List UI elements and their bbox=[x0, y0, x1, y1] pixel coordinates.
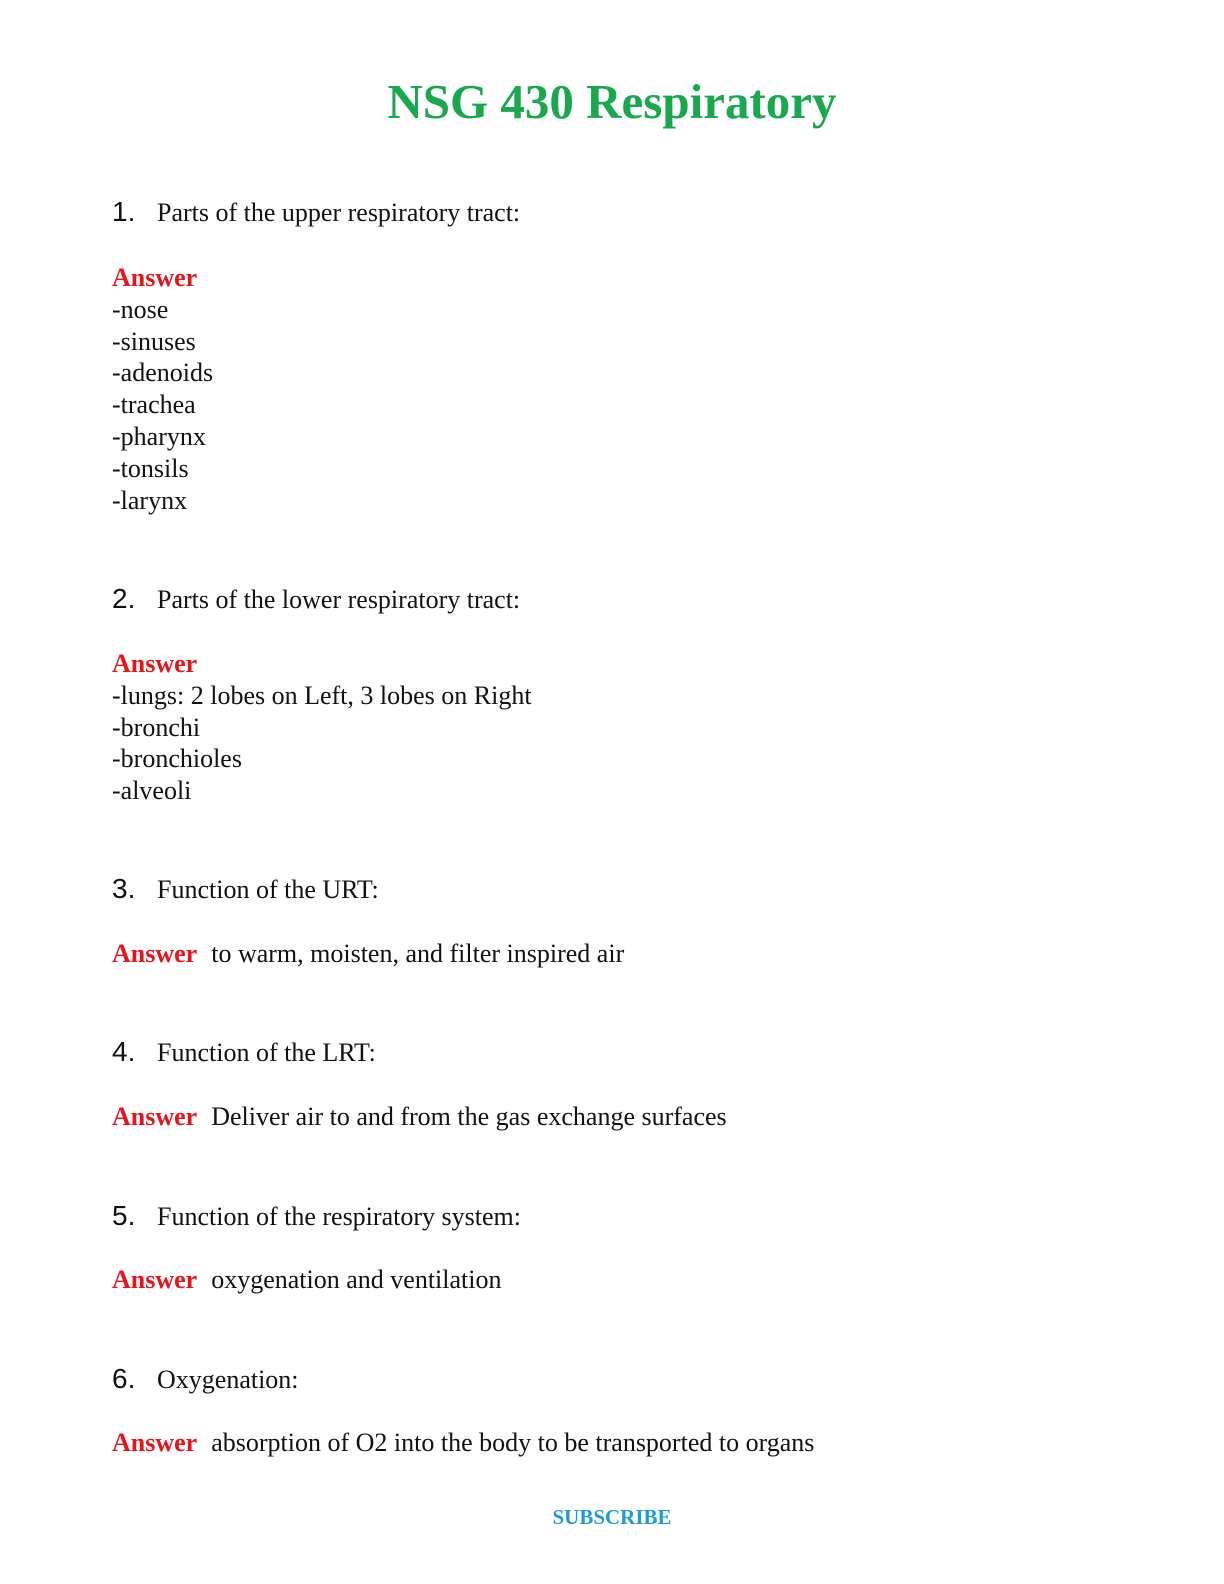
list-item: -nose bbox=[112, 294, 169, 324]
question-text: Oxygenation: bbox=[157, 1365, 299, 1394]
question-6 bbox=[112, 1363, 299, 1396]
question-number: 3. bbox=[112, 873, 136, 904]
list-item: -sinuses bbox=[112, 326, 196, 356]
page-title: NSG 430 Respiratory bbox=[387, 74, 837, 129]
answer-text: to warm, moisten, and filter inspired air bbox=[211, 939, 625, 968]
question-text: Parts of the lower respiratory tract: bbox=[157, 585, 521, 614]
list-item: -tonsils bbox=[112, 453, 189, 483]
answer-label: Answer bbox=[112, 939, 198, 968]
list-item: -lungs: 2 lobes on Left, 3 lobes on Right bbox=[112, 680, 532, 710]
answer-text: oxygenation and ventilation bbox=[211, 1265, 502, 1294]
answer-5 bbox=[112, 1264, 501, 1296]
question-text: Function of the LRT: bbox=[157, 1038, 376, 1067]
question-2 bbox=[112, 583, 520, 616]
list-item: -alveoli bbox=[112, 776, 192, 806]
question-number: 1. bbox=[112, 196, 136, 227]
list-item: -pharynx bbox=[112, 421, 206, 451]
answer-4 bbox=[112, 1101, 727, 1133]
answer-text: absorption of O2 into the body to be transported to organs bbox=[211, 1428, 815, 1457]
question-text: Parts of the upper respiratory tract: bbox=[157, 198, 521, 227]
answer-1 bbox=[112, 262, 213, 516]
answer-label: Answer bbox=[112, 1102, 198, 1131]
subscribe-link[interactable]: SUBSCRIBE bbox=[552, 1505, 672, 1529]
question-1 bbox=[112, 196, 520, 229]
question-text: Function of the URT: bbox=[157, 875, 379, 904]
question-5 bbox=[112, 1200, 521, 1233]
question-number: 2. bbox=[112, 583, 136, 614]
question-number: 5. bbox=[112, 1200, 136, 1231]
list-item: -bronchi bbox=[112, 712, 201, 742]
question-text: Function of the respiratory system: bbox=[157, 1202, 521, 1231]
question-number: 4. bbox=[112, 1036, 136, 1067]
answer-6 bbox=[112, 1427, 814, 1459]
answer-text: Deliver air to and from the gas exchange surfaces bbox=[211, 1102, 727, 1131]
list-item: -larynx bbox=[112, 485, 188, 515]
answer-label: Answer bbox=[112, 263, 198, 292]
question-3 bbox=[112, 873, 379, 906]
answer-label: Answer bbox=[112, 1428, 198, 1457]
question-number: 6. bbox=[112, 1363, 136, 1394]
question-4 bbox=[112, 1036, 376, 1069]
list-item: -trachea bbox=[112, 390, 196, 420]
answer-label: Answer bbox=[112, 1265, 198, 1294]
answer-label: Answer bbox=[112, 649, 198, 678]
answer-2 bbox=[112, 648, 532, 807]
list-item: -adenoids bbox=[112, 358, 214, 388]
answer-3 bbox=[112, 938, 624, 970]
list-item: -bronchioles bbox=[112, 744, 242, 774]
